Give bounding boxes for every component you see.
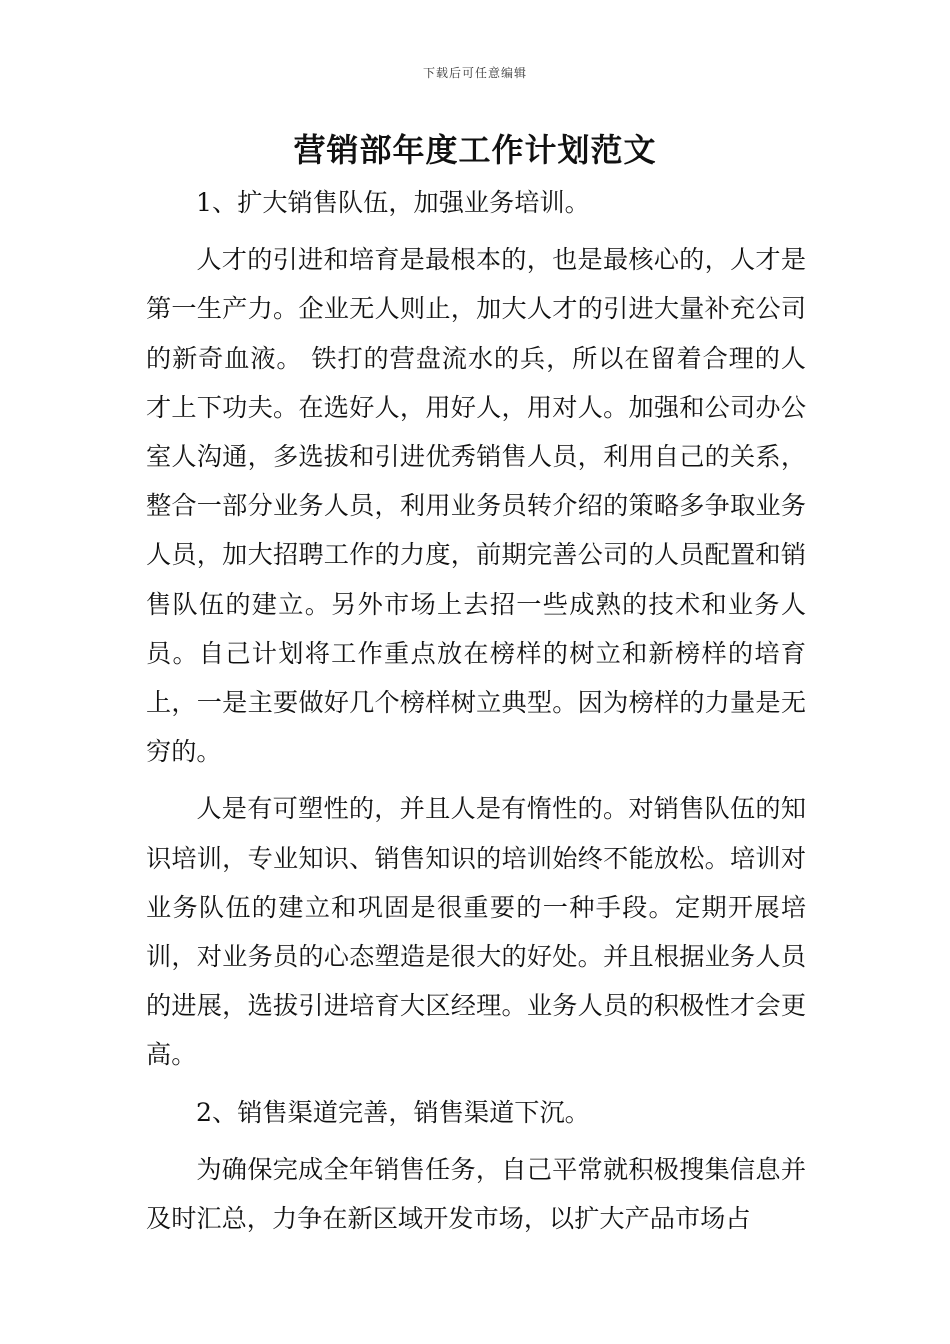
paragraph-gap <box>146 227 806 235</box>
section-1-heading: 1、扩大销售队伍，加强业务培训。 <box>196 188 590 217</box>
paragraph-gap <box>146 1137 806 1145</box>
section-2-heading: 2、销售渠道完善，销售渠道下沉。 <box>196 1097 590 1127</box>
document-body <box>146 178 806 1243</box>
section-1-paragraph-1: 人才的引进和培育是最根本的，也是最核心的，人才是第一生产力。企业无人则止，加大人才的引进大量补充公司的新奇血液。 铁打的营盘流水的兵，所以在留着合理的人才上下功夫。在选好人，用好人，用对人。加强和公司办公室人沟通，多选拔和引进优秀销售人员，利用自己的关系，整合一部分业务人员，利用业务员转介绍的策略多争取业务人员，加大招聘工作的力度，前期完善公司的人员配置和销售队伍的建立。另外市场上去招一些成熟的技术和业务人员。自己计划将工作重点放在榜样的树立和新榜样的培育上，一是主要做好几个榜样树立典型。因为榜样的力量是无穷的。 <box>146 245 806 767</box>
section-2-paragraph-1: 为确保完成全年销售任务，自己平常就积极搜集信息并及时汇总，力争在新区域开发市场，以扩大产品市场占 <box>146 1154 806 1234</box>
header-note: 下载后可任意编辑 <box>422 66 527 80</box>
document-title: 营销部年度工作计划范文 <box>293 131 657 169</box>
paragraph-gap <box>146 776 806 784</box>
section-1-paragraph-2: 人是有可塑性的，并且人是有惰性的。对销售队伍的知识培训，专业知识、销售知识的培训始终不能放松。培训对业务队伍的建立和巩固是很重要的一种手段。定期开展培训，对业务员的心态塑造是很大的好处。并且根据业务人员的进展，选拔引进培育大区经理。业务人员的积极性才会更高。 <box>146 794 806 1070</box>
paragraph-gap <box>146 1080 806 1088</box>
